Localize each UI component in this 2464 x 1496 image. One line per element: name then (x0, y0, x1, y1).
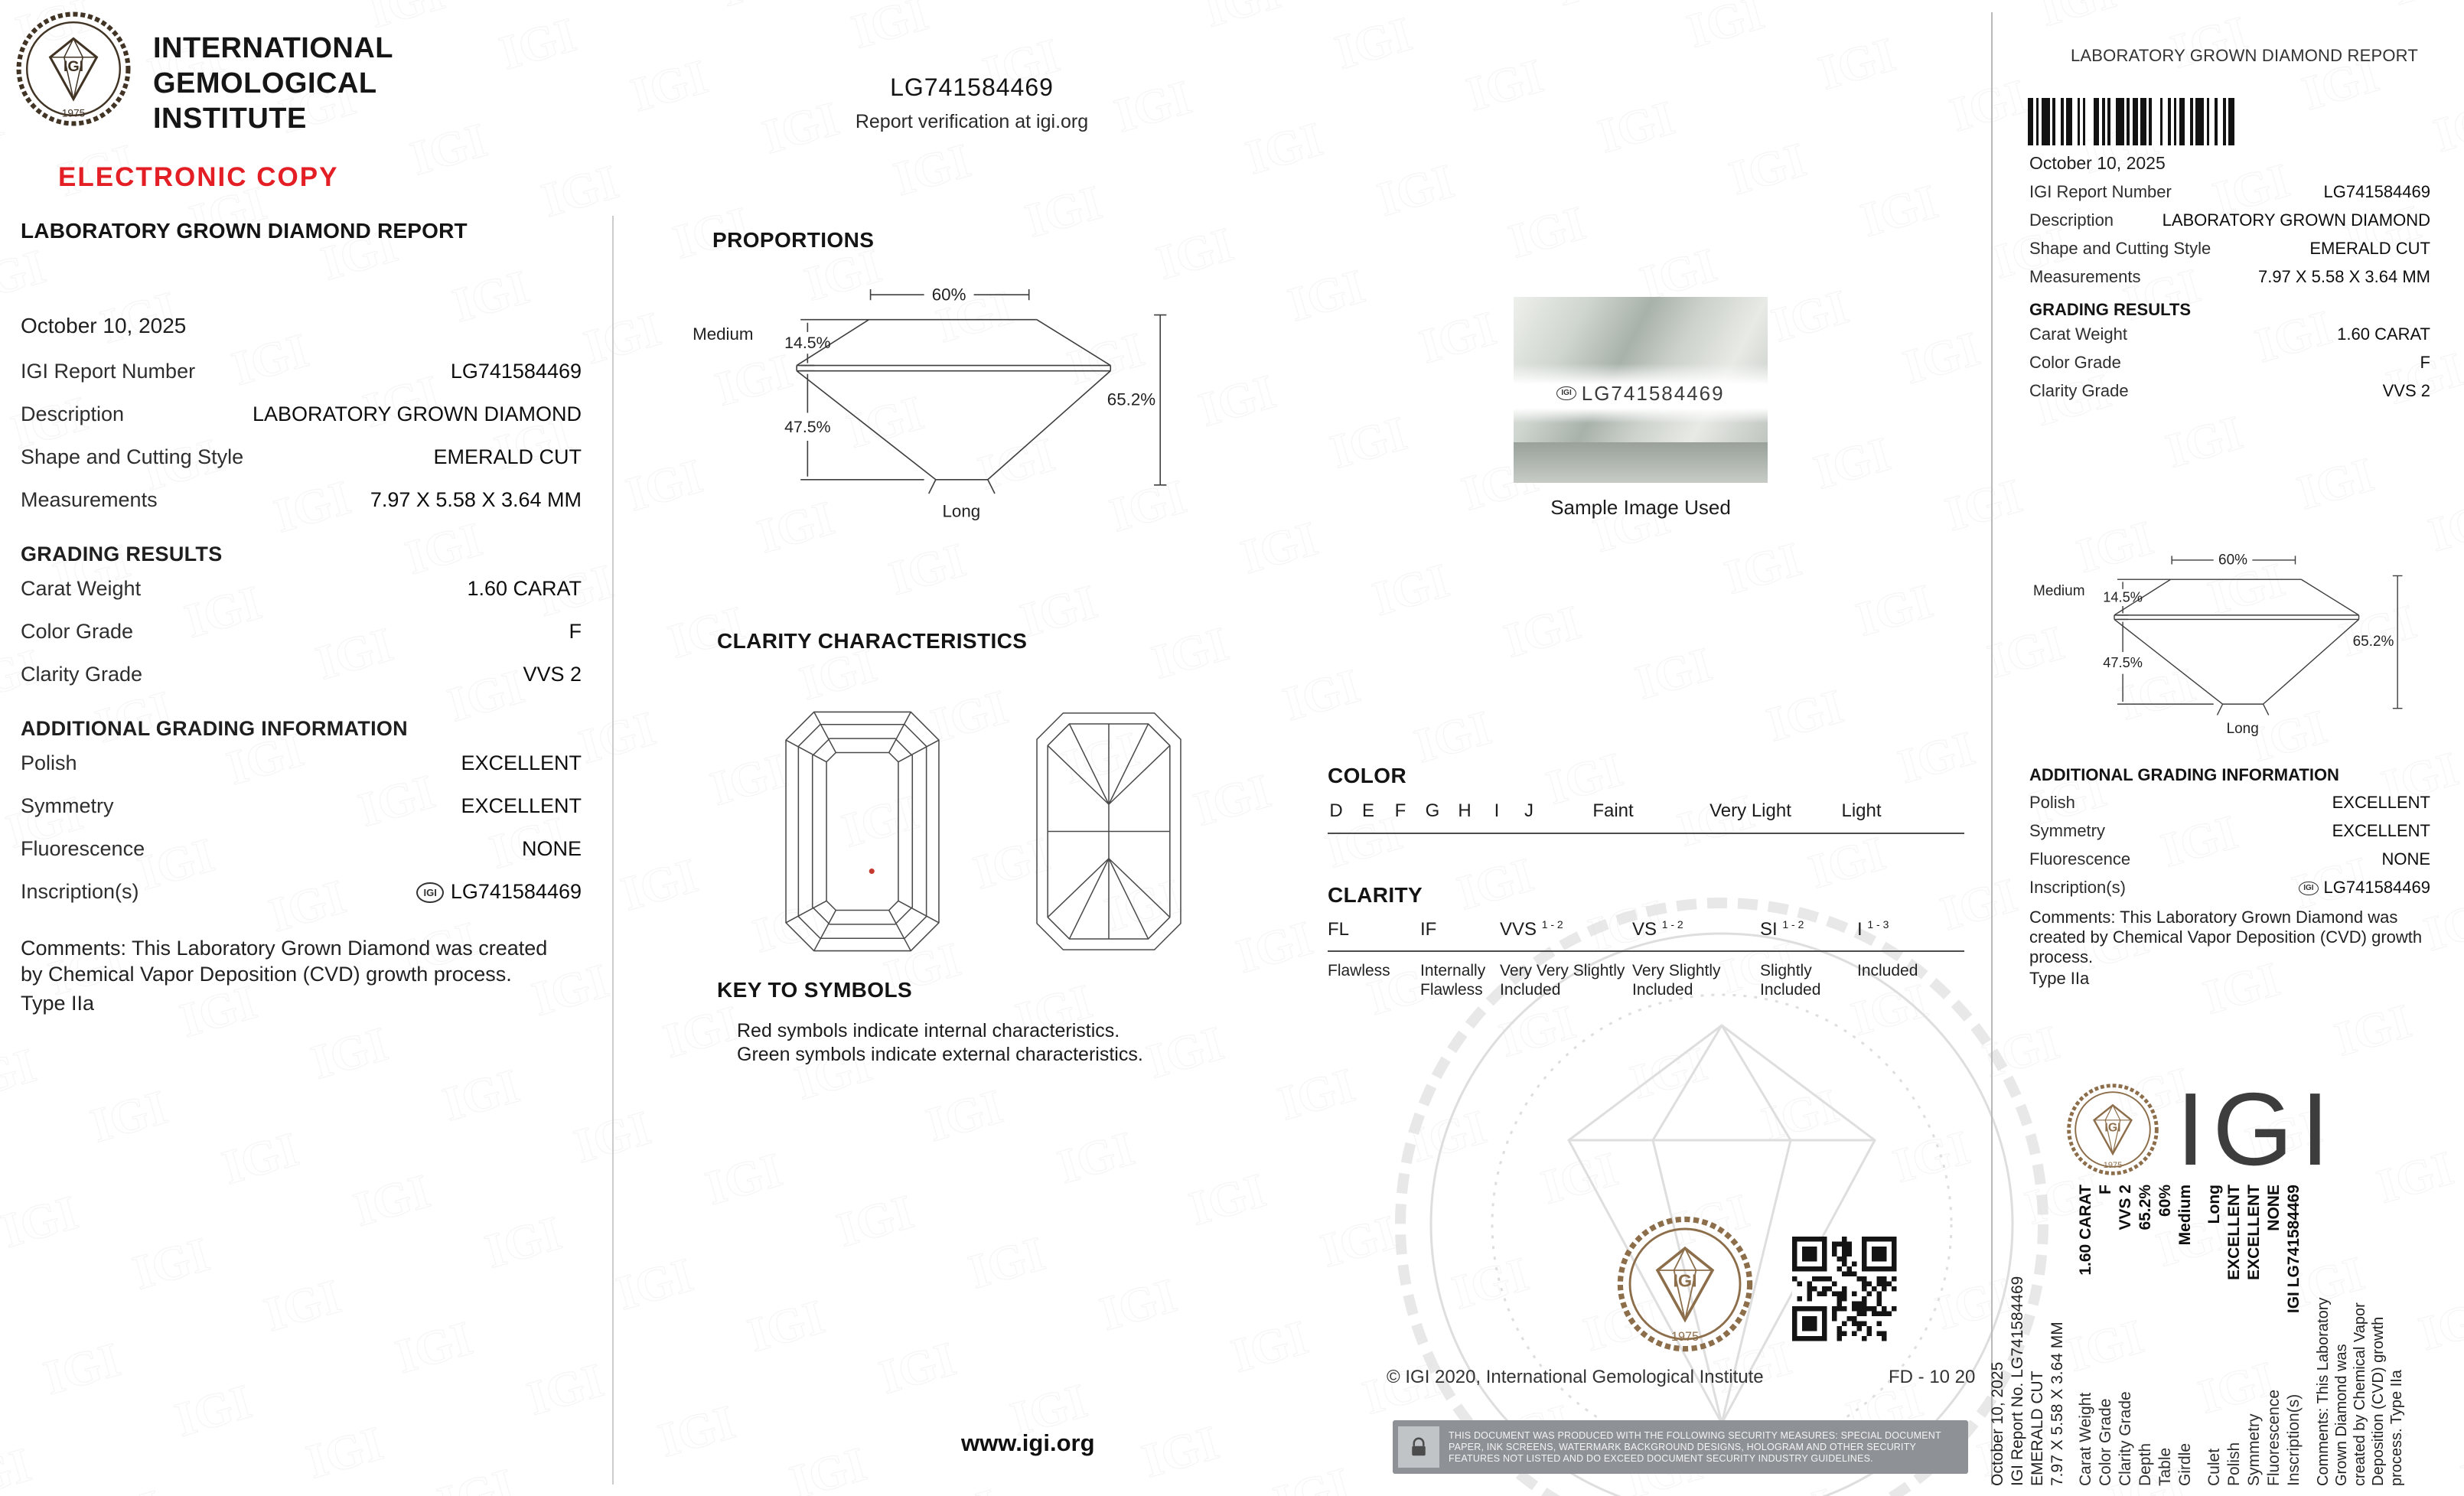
stub-row: Carat Weight 1.60 CARAT (2029, 324, 2430, 344)
org-name-line1: INTERNATIONAL (153, 32, 393, 64)
vstrip-row: Culet Long (2205, 1185, 2223, 1486)
additional-row (21, 751, 582, 794)
vstrip-info: IGI Report No. LG741584469 (2009, 1276, 2026, 1486)
row-label: Clarity Grade (21, 663, 143, 686)
clarity-label-included: Included (1857, 962, 1918, 979)
stub-comments: Comments: This Laboratory Grown Diamond was created by Chemical Vapor Deposition (CVD) growth process. (2029, 908, 2423, 966)
igi-hologram-seal (1616, 1215, 1754, 1353)
grading-row (21, 577, 582, 620)
stub-grading-heading: GRADING RESULTS (2029, 300, 2192, 319)
stub-row: Clarity Grade VVS 2 (2029, 381, 2430, 400)
grading-results-heading: GRADING RESULTS (21, 542, 223, 565)
electronic-copy-label: ELECTRONIC COPY (58, 162, 339, 192)
row-label: Shape and Cutting Style (21, 445, 244, 468)
igi-logo-seal (15, 11, 132, 127)
row-label: Fluorescence (21, 837, 145, 860)
depth-percent-label: 65.2% (2352, 634, 2394, 650)
depth-percent-label: 65.2% (1107, 389, 1156, 409)
seal-year: 1975 (1670, 1329, 1700, 1344)
color-scale-line (1328, 833, 1964, 834)
color-grade-j: J (1524, 800, 1533, 821)
comments-text: Comments: This Laboratory Grown Diamond was created by Chemical Vapor Deposition (CVD) growth process. (21, 937, 548, 986)
culet-label: Long (2226, 721, 2259, 738)
report-row (21, 445, 582, 488)
vstrip-row: Polish EXCELLENT (2225, 1185, 2243, 1486)
sample-caption: Sample Image Used (1550, 496, 1731, 519)
row-value: NONE (521, 837, 582, 860)
report-details (21, 360, 582, 1015)
security-text: THIS DOCUMENT WAS PRODUCED WITH THE FOLLOWING SECURITY MEASURES: SPECIAL DOCUMENT PAPER, INK SCREENS, WATERMARK BACKGROUND DESIGNS, HOLOGRAM AND OTHER SECURITY FEATURES NOT LISTED AND DO EXCEED DOCUMENT SECURITY INDUSTRY GUIDELINES. (1449, 1429, 1941, 1464)
sample-inscription: LG741584469 (1581, 381, 1725, 405)
row-value: VVS 2 (523, 663, 582, 686)
left-column-divider (612, 216, 614, 1485)
clarity-grade-i: I $^{1 - 3}$ (1857, 918, 1889, 940)
clarity-label-vvs: Very Very Slightly Included (1500, 962, 1625, 999)
table-percent-label: 60% (931, 287, 966, 305)
key-to-symbols-heading: KEY TO SYMBOLS (717, 978, 913, 1002)
color-grade-i: I (1494, 800, 1500, 821)
grading-row (21, 620, 582, 663)
clarity-scale-line (1328, 950, 1964, 952)
report-date: October 10, 2025 (21, 314, 187, 337)
igi-seal-graphic (15, 11, 132, 127)
seal-monogram: IGI (63, 58, 84, 76)
report-row (21, 488, 582, 531)
culet-label: Long (942, 501, 981, 521)
side-stub-strip (1988, 1185, 2461, 1491)
stub-row: Symmetry EXCELLENT (2029, 821, 2430, 840)
inscription-number: LG741584469 (450, 880, 582, 903)
row-value: LG741584469 (450, 360, 582, 383)
proportions-heading: PROPORTIONS (712, 228, 875, 252)
report-row (21, 360, 582, 403)
vstrip-row: Table 60% (2156, 1185, 2174, 1486)
org-name-line3: INSTITUTE (153, 103, 307, 135)
crown-percent-label: 14.5% (2103, 589, 2143, 605)
vstrip-row: Carat Weight 1.60 CARAT (2077, 1185, 2094, 1486)
stub-additional-rows (2029, 793, 2430, 906)
inscription-value (416, 880, 582, 904)
color-grade-h: H (1458, 800, 1472, 821)
clarity-grade-fl: FL (1328, 919, 1350, 940)
vstrip-row: Color Grade F (2097, 1185, 2114, 1486)
row-label: Color Grade (21, 620, 134, 643)
vstrip-comments: Comments: This Laboratory Grown Diamond was created by Chemical Vapor Deposition (CVD) growth process. Type IIa (2315, 1297, 2405, 1486)
color-range-faint: Faint (1592, 800, 1634, 821)
row-value: 7.97 X 5.58 X 3.64 MM (370, 488, 582, 511)
sample-photo-shade (1514, 442, 1768, 483)
igi-inscription-mark: IGI (416, 882, 443, 903)
igi-footer-seal (2066, 1083, 2159, 1176)
report-title: LABORATORY GROWN DIAMOND REPORT (21, 219, 468, 243)
proportions-diagram (691, 287, 1196, 543)
additional-row (21, 794, 582, 837)
lock-icon (1398, 1426, 1439, 1468)
clarity-scale-heading: CLARITY (1328, 883, 1423, 907)
row-label: Description (21, 403, 125, 425)
color-grade-d: D (1329, 800, 1343, 821)
seal-year: 1975 (61, 107, 86, 119)
stub-date: October 10, 2025 (2029, 153, 2166, 173)
table-percent-label: 60% (2218, 554, 2248, 569)
vstrip-row: Symmetry EXCELLENT (2245, 1185, 2263, 1486)
inscription-row (21, 880, 582, 923)
color-grade-f: F (1394, 800, 1406, 821)
org-name (153, 31, 393, 136)
color-grade-e: E (1361, 800, 1374, 821)
form-code: FD - 10 20 (1889, 1367, 1976, 1387)
stub-proportions-diagram (2032, 554, 2426, 754)
crown-percent-label: 14.5% (784, 334, 831, 353)
vstrip-row: Fluorescence NONE (2265, 1185, 2283, 1486)
row-value: LABORATORY GROWN DIAMOND (252, 403, 582, 425)
qr-code (1792, 1237, 1897, 1345)
key-line-internal: Red symbols indicate internal characteristics. (737, 1020, 1120, 1041)
stub-title: LABORATORY GROWN DIAMOND REPORT (2071, 46, 2419, 65)
row-value: EMERALD CUT (433, 445, 582, 468)
row-label: Measurements (21, 488, 158, 511)
row-value: EXCELLENT (461, 794, 582, 817)
color-range-very-light: Very Light (1709, 800, 1791, 821)
igi-inscription-mark: IGI (2299, 882, 2318, 895)
top-report-number: LG741584469 (890, 73, 1054, 101)
stub-row: IGI Report Number LG741584469 (2029, 182, 2430, 201)
clarity-label-si: Slightly Included (1760, 962, 1821, 999)
stub-row: Description LABORATORY GROWN DIAMOND (2029, 210, 2430, 230)
grading-scales (1328, 764, 1964, 1032)
key-line-external: Green symbols indicate external characteristics. (737, 1044, 1143, 1065)
side-stub-strip-inner (1988, 1185, 2459, 1486)
stub-type-line: Type IIa (2029, 969, 2090, 988)
vstrip-info: October 10, 2025 (1989, 1361, 2006, 1486)
copyright: © IGI 2020, International Gemological Institute (1387, 1367, 1764, 1387)
seal-monogram: IGI (2104, 1120, 2121, 1134)
pavilion-percent-label: 47.5% (2103, 654, 2143, 670)
top-report-header (781, 73, 1163, 133)
org-name-line2: GEMOLOGICAL (153, 67, 377, 99)
vstrip-row: Depth 65.2% (2136, 1185, 2154, 1486)
row-label: Inscription(s) (21, 880, 139, 903)
sample-photo (1514, 297, 1768, 483)
stub-barcode (2028, 98, 2262, 145)
igi-footer-logo (2066, 1071, 2338, 1187)
row-value: F (569, 620, 582, 643)
color-range-light: Light (1841, 800, 1882, 821)
verification-note: Report verification at igi.org (855, 111, 1089, 132)
clarity-symbol-dot (869, 869, 875, 874)
vstrip-row: Clarity Grade VVS 2 (2117, 1185, 2134, 1486)
website: www.igi.org (961, 1429, 1095, 1456)
clarity-grade-vvs: VVS $^{1 - 2}$ (1500, 918, 1563, 940)
clarity-label-vs: Very Slightly Included (1632, 962, 1721, 999)
vstrip-row: Girdle Medium (2176, 1185, 2194, 1486)
seal-year: 1975 (2103, 1160, 2123, 1170)
inscription-number: LG741584469 (2323, 878, 2430, 897)
girdle-label: Medium (2033, 582, 2085, 599)
vstrip-info: 7.97 X 5.58 X 3.64 MM (2048, 1322, 2066, 1486)
report-row (21, 403, 582, 445)
stub-row: Fluorescence NONE (2029, 849, 2430, 869)
seal-monogram: IGI (1673, 1270, 1697, 1291)
clarity-characteristics-heading: CLARITY CHARACTERISTICS (717, 629, 1028, 653)
clarity-grade-si: SI $^{1 - 2}$ (1760, 918, 1804, 940)
vstrip-info: EMERALD CUT (2029, 1371, 2046, 1486)
pavilion-percent-label: 47.5% (784, 417, 831, 436)
igi-inscription-mark: IGI (1556, 386, 1576, 400)
additional-grading-heading: ADDITIONAL GRADING INFORMATION (21, 716, 408, 740)
row-label: Polish (21, 751, 77, 774)
row-value: 1.60 CARAT (467, 577, 582, 600)
stub-row: Shape and Cutting Style EMERALD CUT (2029, 239, 2430, 258)
additional-row (21, 837, 582, 880)
security-bar (1393, 1420, 1968, 1474)
row-value: EXCELLENT (461, 751, 582, 774)
stub-inscription-row: Inscription(s) IGI LG741584469 (2029, 878, 2430, 897)
stub-additional-heading: ADDITIONAL GRADING INFORMATION (2029, 765, 2339, 784)
clarity-grade-vs: VS $^{1 - 2}$ (1632, 918, 1683, 940)
color-grade-g: G (1425, 800, 1440, 821)
clarity-diagram-pavilion (1035, 710, 1182, 953)
row-label: IGI Report Number (21, 360, 196, 383)
row-label: Carat Weight (21, 577, 142, 600)
stub-row: Polish EXCELLENT (2029, 793, 2430, 812)
clarity-label-internally-flawless: Internally Flawless (1420, 962, 1486, 999)
stub-row: Color Grade F (2029, 353, 2430, 372)
girdle-label: Medium (693, 324, 754, 344)
stub-report-details (2029, 182, 2430, 409)
igi-seal-graphic (1616, 1215, 1754, 1353)
clarity-label-flawless: Flawless (1328, 962, 1390, 979)
row-label: Symmetry (21, 794, 114, 817)
clarity-diagram-crown (784, 710, 940, 953)
stub-row: Measurements 7.97 X 5.58 X 3.64 MM (2029, 267, 2430, 286)
grading-row (21, 663, 582, 706)
key-to-symbols-lines (737, 1019, 1143, 1067)
vstrip-row: Inscription(s) IGI LG741584469 (2285, 1185, 2303, 1486)
igi-wordmark: IGI (2176, 1071, 2338, 1187)
clarity-grade-if: IF (1420, 919, 1437, 940)
color-scale-heading: COLOR (1328, 764, 1407, 787)
igi-seal-graphic (2066, 1083, 2159, 1176)
type-line: Type IIa (21, 992, 95, 1015)
inscription-band (1514, 363, 1768, 423)
